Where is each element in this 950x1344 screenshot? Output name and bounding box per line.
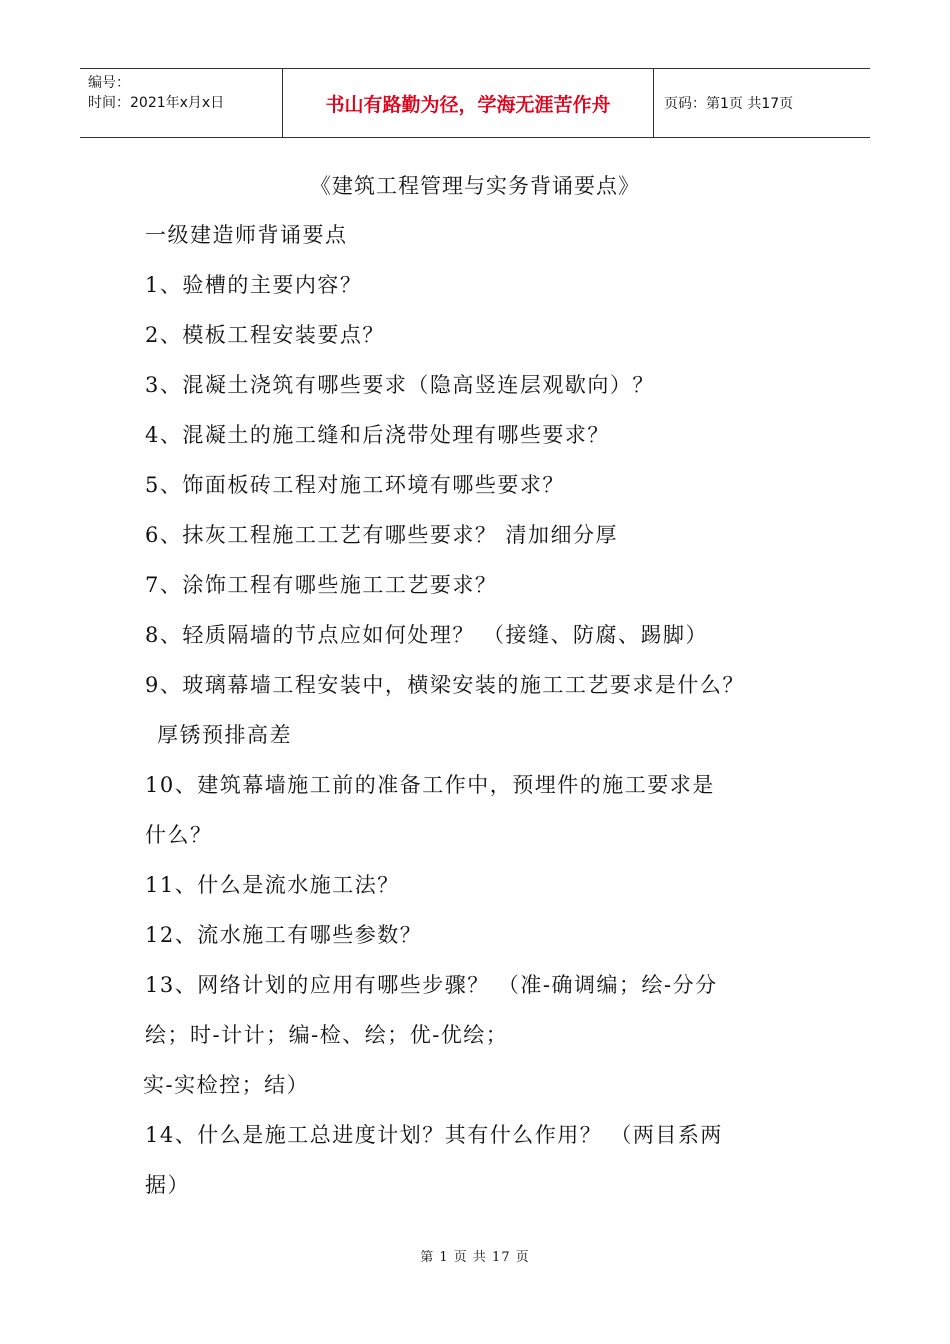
section-heading: 一级建造师背诵要点: [145, 223, 348, 247]
question-line: 4、混凝土的施工缝和后浇带处理有哪些要求？: [145, 423, 610, 447]
question-line: 11、什么是流水施工法？: [145, 873, 400, 897]
question-line: 7、涂饰工程有哪些施工工艺要求？: [145, 573, 498, 597]
date-label: 时间：2021年x月x日: [88, 95, 225, 111]
document-body: [145, 210, 825, 1210]
question-line: 13、网络计划的应用有哪些步骤？ （准-确调编；绘-分分: [145, 973, 718, 997]
question-line: 10、建筑幕墙施工前的准备工作中，预埋件的施工要求是: [145, 773, 715, 797]
question-continuation: 绘；时-计计；编-检、绘；优-优绘；: [145, 1023, 509, 1047]
header-page-info: 页码：第1页 共17页: [664, 96, 794, 112]
question-continuation: 实-实检控；结）: [143, 1073, 310, 1097]
question-line: 1、验槽的主要内容？: [145, 273, 363, 297]
code-label: 编号：: [88, 75, 130, 91]
header-meta: [80, 69, 282, 137]
question-line: 12、流水施工有哪些参数？: [145, 923, 423, 947]
header-motto: 书山有路勤为径，学海无涯苦作舟: [282, 69, 654, 137]
mnemonic-line: 厚锈预排高差: [157, 723, 292, 747]
question-line: 5、饰面板砖工程对施工环境有哪些要求？: [145, 473, 565, 497]
document-header: [80, 68, 870, 138]
question-line: 9、玻璃幕墙工程安装中，横梁安装的施工工艺要求是什么？: [145, 673, 745, 697]
question-line: 3、混凝土浇筑有哪些要求（隐高竖连层观歇向）？: [145, 373, 655, 397]
page-footer: 第 1 页 共 17 页: [420, 1250, 530, 1265]
question-line: 14、什么是施工总进度计划？其有什么作用？ （两目系两: [145, 1123, 723, 1147]
question-line: 8、轻质隔墙的节点应如何处理？ （接缝、防腐、踢脚）: [145, 623, 709, 647]
question-continuation: 据）: [145, 1173, 190, 1197]
question-line: 6、抹灰工程施工工艺有哪些要求？ 清加细分厚: [145, 523, 619, 547]
question-continuation: 什么？: [145, 823, 213, 847]
question-line: 2、模板工程安装要点？: [145, 323, 385, 347]
document-title: 《建筑工程管理与实务背诵要点》: [310, 174, 640, 198]
